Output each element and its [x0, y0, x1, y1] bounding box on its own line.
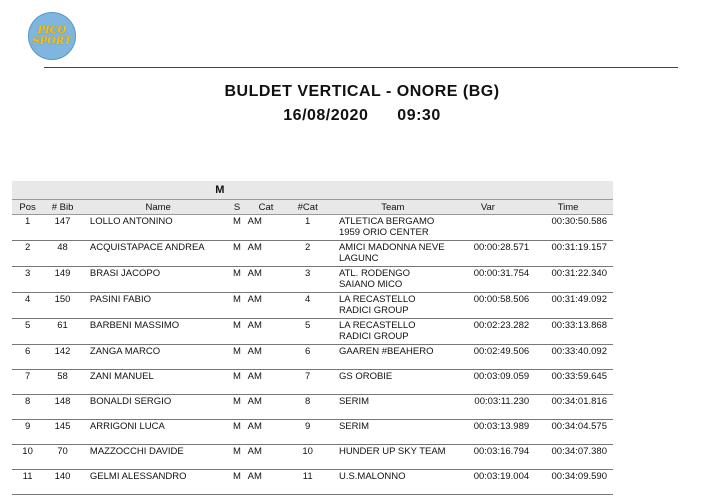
cell-team: HUNDER UP SKY TEAM	[331, 445, 447, 470]
cell-team: GAAREN #BEAHERO	[331, 345, 447, 370]
cell-ncat: 3	[284, 267, 331, 293]
cell-bib: 58	[43, 370, 82, 395]
header-divider	[44, 67, 678, 68]
cell-bib: 147	[43, 215, 82, 241]
cell-team: ATL. RODENGO SAIANO MICO	[331, 267, 447, 293]
cell-var	[447, 215, 530, 241]
cell-sex: M	[226, 241, 247, 267]
column-header-row	[12, 200, 613, 215]
table-row	[12, 370, 613, 395]
cell-time: 00:34:09.590	[529, 470, 613, 495]
cell-ncat: 8	[284, 395, 331, 420]
cell-name: ACQUISTAPACE ANDREA	[82, 241, 226, 267]
cell-time: 00:34:07.380	[529, 445, 613, 470]
event-title: BULDET VERTICAL - ONORE (BG)	[224, 83, 500, 100]
cell-name: BONALDI SERGIO	[82, 395, 226, 420]
results-body	[12, 215, 613, 495]
cell-bib: 148	[43, 395, 82, 420]
cell-var: 00:03:16.794	[447, 445, 530, 470]
table-row	[12, 215, 613, 241]
table-row	[12, 319, 613, 345]
cell-bib: 140	[43, 470, 82, 495]
cell-team: AMICI MADONNA NEVE LAGUNC	[331, 241, 447, 267]
cell-cat: AM	[248, 470, 285, 495]
cell-sex: M	[226, 293, 247, 319]
cell-cat: AM	[248, 267, 285, 293]
cell-var: 00:02:23.282	[447, 319, 530, 345]
header-bib: # Bib	[43, 200, 82, 215]
cell-time: 00:31:49.092	[529, 293, 613, 319]
cell-sex: M	[226, 370, 247, 395]
cell-sex: M	[226, 319, 247, 345]
results-table	[12, 181, 613, 495]
cell-sex: M	[226, 470, 247, 495]
table-row	[12, 470, 613, 495]
cell-pos: 4	[12, 293, 43, 319]
cell-bib: 149	[43, 267, 82, 293]
table-row	[12, 293, 613, 319]
cell-var: 00:03:09.059	[447, 370, 530, 395]
cell-cat: AM	[248, 345, 285, 370]
cell-ncat: 1	[284, 215, 331, 241]
cell-ncat: 9	[284, 420, 331, 445]
cell-name: LOLLO ANTONINO	[82, 215, 226, 241]
pico-sport-logo	[28, 12, 76, 60]
cell-var: 00:02:49.506	[447, 345, 530, 370]
cell-ncat: 2	[284, 241, 331, 267]
table-row	[12, 395, 613, 420]
cell-time: 00:34:01.816	[529, 395, 613, 420]
logo-line-2: SPORT	[32, 36, 72, 47]
table-row	[12, 420, 613, 445]
cell-name: ZANI MANUEL	[82, 370, 226, 395]
cell-ncat: 10	[284, 445, 331, 470]
cell-name: MAZZOCCHI DAVIDE	[82, 445, 226, 470]
cell-pos: 7	[12, 370, 43, 395]
cell-cat: AM	[248, 215, 285, 241]
cell-name: ZANGA MARCO	[82, 345, 226, 370]
cell-cat: AM	[248, 319, 285, 345]
cell-ncat: 5	[284, 319, 331, 345]
header-cat: Cat	[248, 200, 285, 215]
header-var: Var	[447, 200, 530, 215]
cell-time: 00:31:22.340	[529, 267, 613, 293]
table-row	[12, 241, 613, 267]
cell-pos: 5	[12, 319, 43, 345]
table-row	[12, 267, 613, 293]
cell-sex: M	[226, 215, 247, 241]
event-datetime	[0, 107, 724, 125]
cell-time: 00:34:04.575	[529, 420, 613, 445]
cell-time: 00:31:19.157	[529, 241, 613, 267]
cell-ncat: 11	[284, 470, 331, 495]
cell-var: 00:00:28.571	[447, 241, 530, 267]
cell-cat: AM	[248, 241, 285, 267]
event-date: 16/08/2020	[283, 107, 369, 124]
cell-bib: 150	[43, 293, 82, 319]
gender-label: M	[12, 181, 226, 200]
cell-sex: M	[226, 395, 247, 420]
cell-team: SERIM	[331, 420, 447, 445]
cell-cat: AM	[248, 420, 285, 445]
cell-name: BARBENI MASSIMO	[82, 319, 226, 345]
header-ncat: #Cat	[284, 200, 331, 215]
table-row	[12, 445, 613, 470]
table-row	[12, 345, 613, 370]
cell-team: GS OROBIE	[331, 370, 447, 395]
cell-pos: 6	[12, 345, 43, 370]
cell-cat: AM	[248, 445, 285, 470]
cell-time: 00:30:50.586	[529, 215, 613, 241]
cell-sex: M	[226, 420, 247, 445]
cell-time: 00:33:13.868	[529, 319, 613, 345]
cell-pos: 3	[12, 267, 43, 293]
cell-pos: 1	[12, 215, 43, 241]
cell-cat: AM	[248, 395, 285, 420]
cell-bib: 70	[43, 445, 82, 470]
header-pos: Pos	[12, 200, 43, 215]
cell-name: GELMI ALESSANDRO	[82, 470, 226, 495]
cell-pos: 11	[12, 470, 43, 495]
cell-bib: 48	[43, 241, 82, 267]
logo-line-1: PICO	[37, 25, 67, 36]
cell-name: PASINI FABIO	[82, 293, 226, 319]
cell-team: LA RECASTELLO RADICI GROUP	[331, 293, 447, 319]
event-time: 09:30	[397, 107, 441, 124]
header-sex: S	[226, 200, 247, 215]
cell-team: ATLETICA BERGAMO 1959 ORIO CENTER	[331, 215, 447, 241]
cell-time: 00:33:40.092	[529, 345, 613, 370]
cell-time: 00:33:59.645	[529, 370, 613, 395]
cell-ncat: 4	[284, 293, 331, 319]
cell-name: ARRIGONI LUCA	[82, 420, 226, 445]
cell-bib: 145	[43, 420, 82, 445]
cell-var: 00:00:31.754	[447, 267, 530, 293]
header-time: Time	[529, 200, 613, 215]
cell-ncat: 7	[284, 370, 331, 395]
cell-bib: 142	[43, 345, 82, 370]
cell-pos: 2	[12, 241, 43, 267]
header-team: Team	[331, 200, 447, 215]
cell-pos: 8	[12, 395, 43, 420]
cell-sex: M	[226, 445, 247, 470]
header-name: Name	[82, 200, 226, 215]
gender-header-row	[12, 181, 613, 200]
cell-sex: M	[226, 345, 247, 370]
cell-var: 00:03:11.230	[447, 395, 530, 420]
cell-sex: M	[226, 267, 247, 293]
cell-team: SERIM	[331, 395, 447, 420]
cell-var: 00:00:58.506	[447, 293, 530, 319]
cell-ncat: 6	[284, 345, 331, 370]
cell-var: 00:03:13.989	[447, 420, 530, 445]
cell-pos: 9	[12, 420, 43, 445]
cell-pos: 10	[12, 445, 43, 470]
cell-var: 00:03:19.004	[447, 470, 530, 495]
cell-cat: AM	[248, 370, 285, 395]
cell-cat: AM	[248, 293, 285, 319]
cell-name: BRASI JACOPO	[82, 267, 226, 293]
cell-team: U.S.MALONNO	[331, 470, 447, 495]
cell-team: LA RECASTELLO RADICI GROUP	[331, 319, 447, 345]
cell-bib: 61	[43, 319, 82, 345]
